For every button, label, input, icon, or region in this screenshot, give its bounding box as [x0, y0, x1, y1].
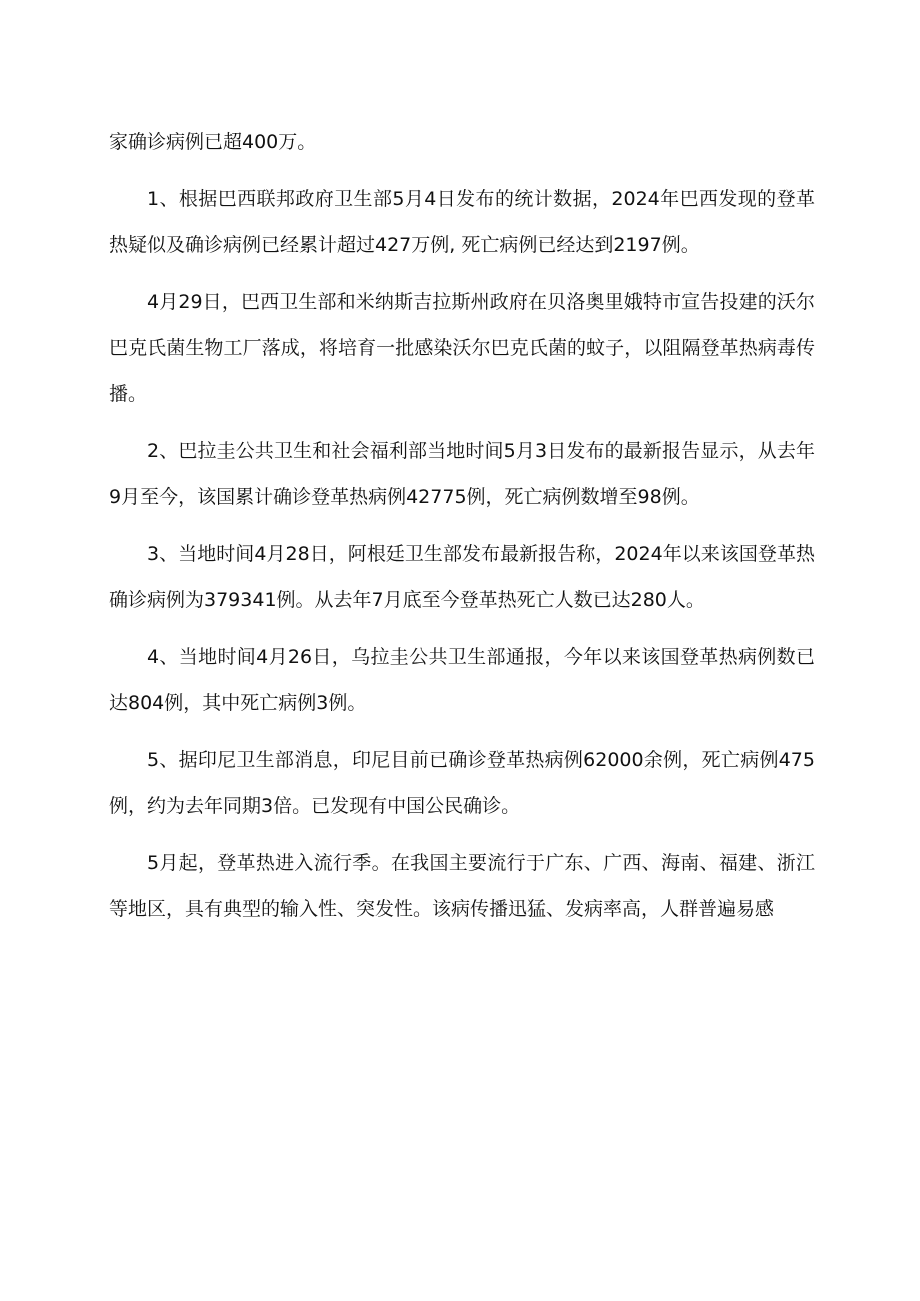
paragraph-indonesia: 5、据印尼卫生部消息，印尼目前已确诊登革热病例62000余例，死亡病例475例，约为去年同期3倍。已发现有中国公民确诊。 — [109, 749, 815, 817]
paragraph-paraguay: 2、巴拉圭公共卫生和社会福利部当地时间5月3日发布的最新报告显示，从去年9月至今，该国累计确诊登革热病例42775例，死亡病例数增至98例。 — [109, 440, 815, 508]
paragraph-china-season: 5月起，登革热进入流行季。在我国主要流行于广东、广西、海南、福建、浙江等地区，具有典型的输入性、突发性。该病传播迅猛、发病率高，人群普遍易感 — [109, 852, 815, 920]
paragraph-brazil-statistics: 1、根据巴西联邦政府卫生部5月4日发布的统计数据，2024年巴西发现的登革热疑似及确诊病例已经累计超过427万例, 死亡病例已经达到2197例。 — [109, 188, 815, 256]
paragraph-argentina: 3、当地时间4月28日，阿根廷卫生部发布最新报告称，2024年以来该国登革热确诊病例为379341例。从去年7月底至今登革热死亡人数已达280人。 — [109, 543, 815, 611]
paragraph-uruguay: 4、当地时间4月26日，乌拉圭公共卫生部通报，今年以来该国登革热病例数已达804例，其中死亡病例3例。 — [109, 646, 815, 714]
paragraph-brazil-wolbachia-factory: 4月29日，巴西卫生部和米纳斯吉拉斯州政府在贝洛奥里娥特市宣告投建的沃尔巴克氏菌生物工厂落成，将培育一批感染沃尔巴克氏菌的蚊子，以阻隔登革热病毒传播。 — [109, 291, 815, 405]
paragraph-continuation: 家确诊病例已超400万。 — [109, 131, 317, 153]
document-body — [109, 119, 815, 943]
